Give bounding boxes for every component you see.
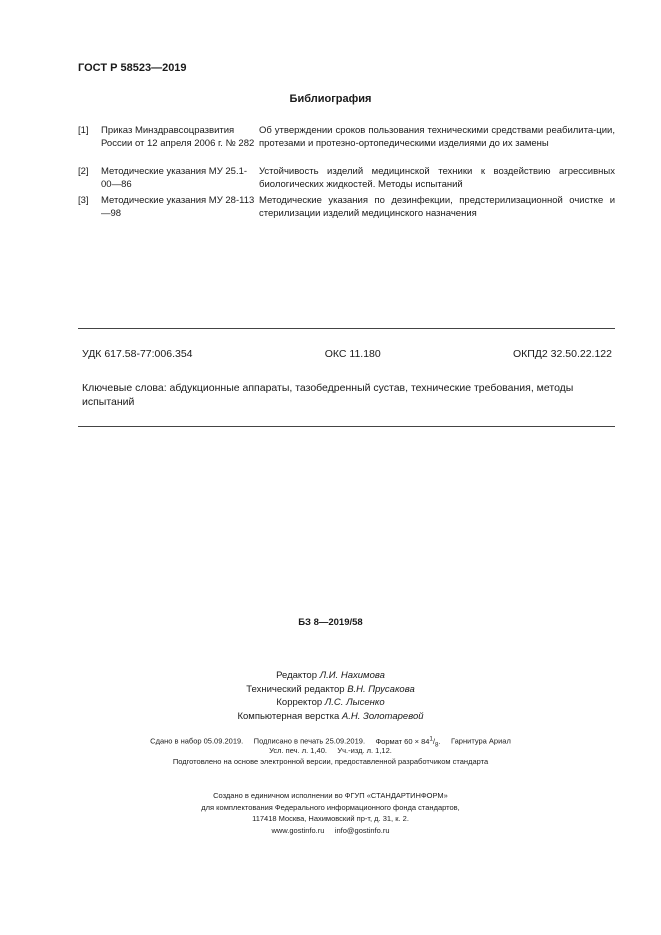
udk-code: УДК 617.58-77:006.354 <box>82 348 193 360</box>
editor-name: Л.И. Нахимова <box>319 670 385 681</box>
publisher-block <box>0 790 661 836</box>
imprint-format: Формат $60 \times 84^1/_8$. <box>375 735 441 748</box>
bib-number: [1] <box>78 125 89 136</box>
publisher-email: info@gostinfo.ru <box>334 825 390 835</box>
publisher-line: Создано в единичном исполнении во ФГУП «СТАНДАРТИНФОРМ» <box>213 791 448 800</box>
imprint-line-2 <box>0 746 661 755</box>
bib-source: Методические указания МУ 25.1-00—86 <box>101 166 248 190</box>
imprint-pub-sheets: Уч.-изд. л. 1,12. <box>337 746 392 755</box>
publisher-contacts <box>0 825 661 837</box>
classification-codes <box>82 348 612 360</box>
imprint-signed: Подписано в печать 25.09.2019. <box>253 736 366 746</box>
bottom-divider <box>78 426 615 427</box>
bib-description: Об утверждении сроков пользования техническими средствами реабилита-ции, протезами и протезно-ортопедическими изделиями до их замены <box>259 125 615 149</box>
bib-description: Устойчивость изделий медицинской техники к воздействию агрессивных биологических жидкостей. Методы испытаний <box>259 166 615 190</box>
bib-description: Методические указания по дезинфекции, предстерилизационной очистке и стерилизации изделий медицинского назначения <box>259 195 615 219</box>
tech-editor-line: Технический редактор В.Н. Прусакова <box>246 683 415 695</box>
okpd-code: ОКПД2 32.50.22.122 <box>512 348 612 360</box>
imprint-print-sheets: Усл. печ. л. 1,40. <box>269 746 327 755</box>
editors-block <box>0 669 661 723</box>
bib-source: Приказ Минздравсоцразвития России от 12 апреля 2006 г. № 282 <box>101 125 255 149</box>
tech-editor-name: В.Н. Прусакова <box>347 683 415 695</box>
editor-line: Редактор Л.И. Нахимова <box>276 670 385 681</box>
oks-code: ОКС 11.180 <box>324 348 381 360</box>
layout-line: Компьютерная верстка А.Н. Золотаревой <box>237 710 424 722</box>
publisher-line: для комплектования Федерального информационного фонда стандартов, <box>201 802 460 812</box>
imprint-sent: Сдано в набор 05.09.2019. <box>150 736 244 746</box>
bib-number: [2] <box>78 166 89 177</box>
imprint-prepared: Подготовлено на основе электронной версии, предоставленной разработчиком стандарта <box>172 757 489 766</box>
bibliography-title: Библиография <box>289 93 372 105</box>
bib-source: Методические указания МУ 28-113—98 <box>101 195 255 219</box>
bib-number: [3] <box>78 195 89 206</box>
publisher-site: www.gostinfo.ru <box>271 825 325 835</box>
corrector-line: Корректор Л.С. Лысенко <box>276 697 385 708</box>
bz-number: БЗ 8—2019/58 <box>298 617 363 628</box>
keywords: Ключевые слова: абдукционные аппараты, тазобедренный сустав, технические требования, методы испытаний <box>82 382 574 408</box>
imprint-typeface: Гарнитура Ариал <box>451 736 511 746</box>
document-code: ГОСТ Р 58523—2019 <box>78 62 187 74</box>
publisher-address: 117418 Москва, Нахимовский пр-т, д. 31, к. 2. <box>252 814 409 823</box>
layout-name: А.Н. Золотаревой <box>341 710 424 722</box>
top-divider <box>78 328 615 329</box>
corrector-name: Л.С. Лысенко <box>324 697 385 708</box>
